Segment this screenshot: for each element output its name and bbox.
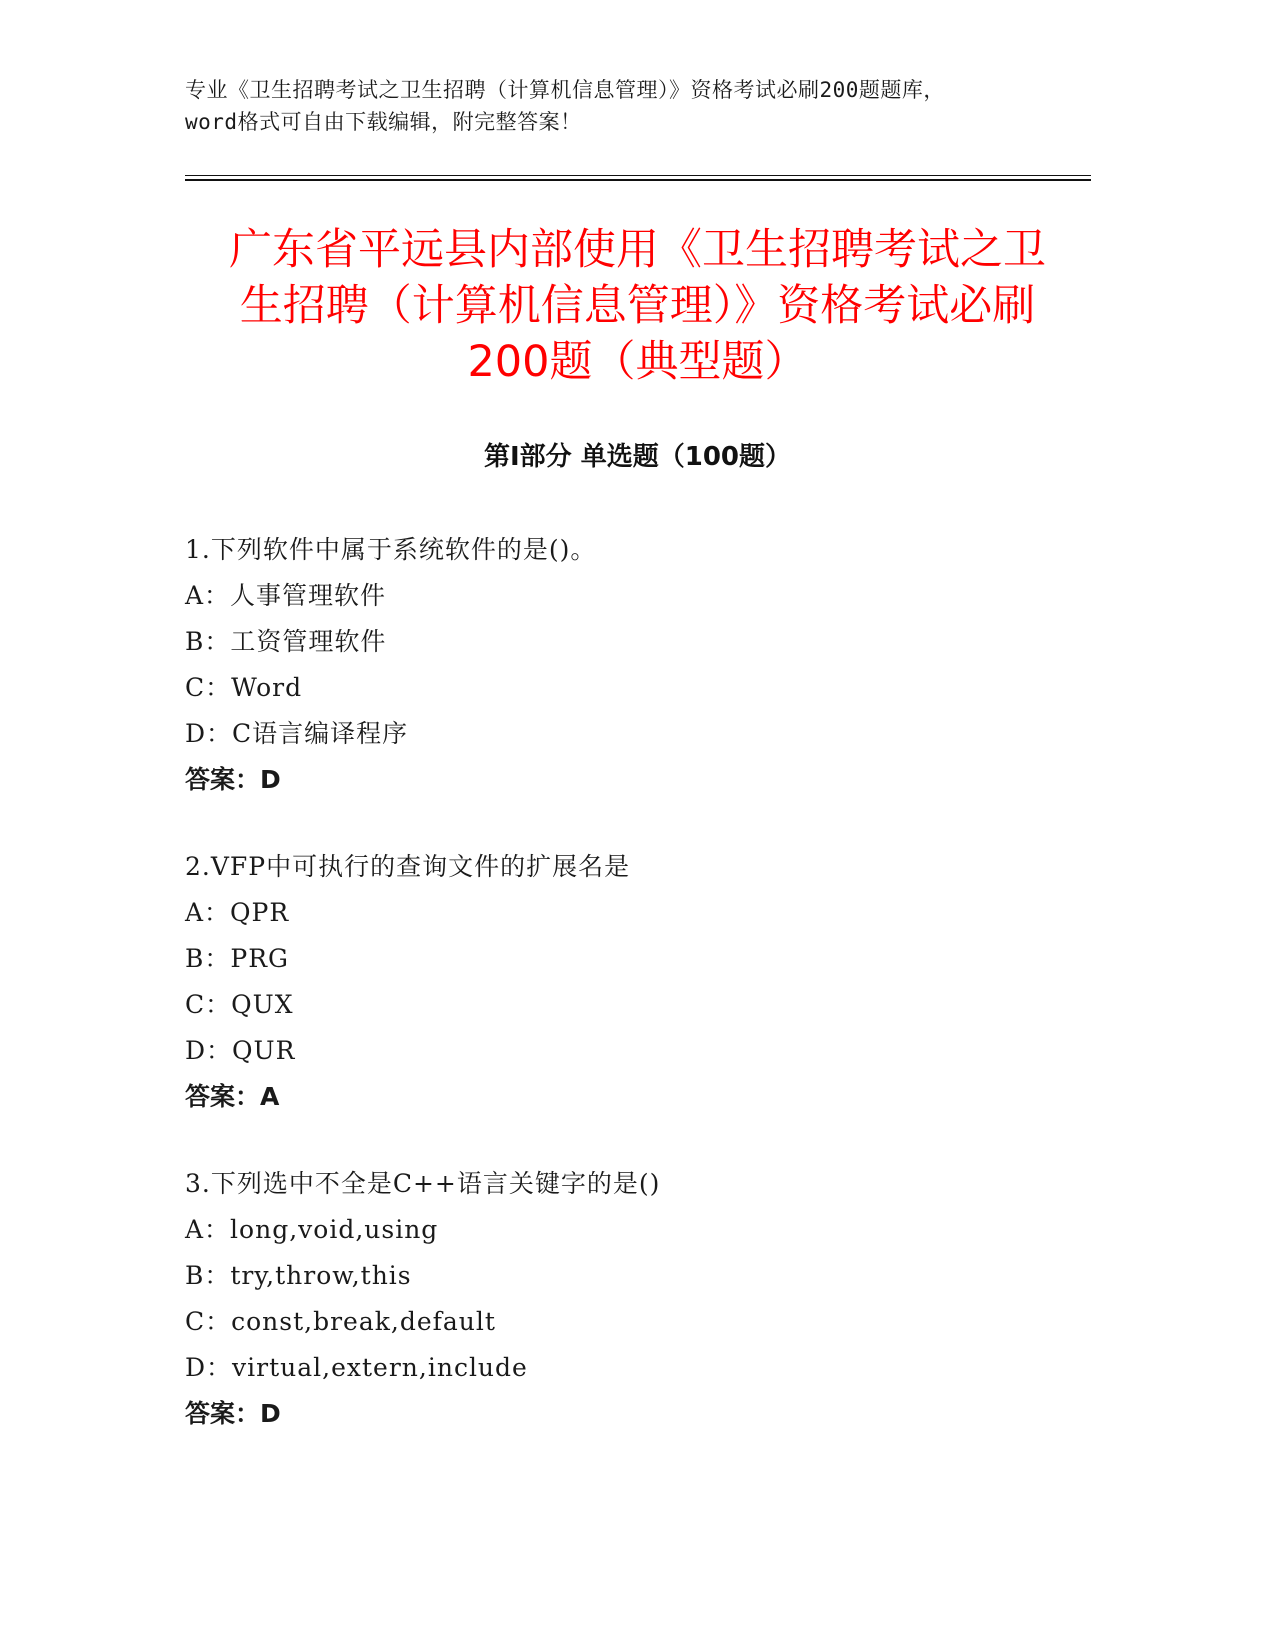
option-c: C：Word (185, 673, 303, 702)
document-title-line-3: 200题（典型题） (467, 337, 808, 387)
document-title-line-2: 生招聘（计算机信息管理）》资格考试必刷 (239, 281, 1036, 331)
option-d: D：C语言编译程序 (185, 719, 409, 748)
option-a: A：QPR (185, 898, 290, 927)
option-b: B：工资管理软件 (185, 627, 387, 656)
question-stem: 1.下列软件中属于系统软件的是()。 (185, 535, 597, 564)
question-stem: 2.VFP中可执行的查询文件的扩展名是 (185, 852, 631, 881)
answer-line: 答案：D (185, 1399, 281, 1428)
answer-line: 答案：A (185, 1082, 280, 1111)
header-note-line-2: word格式可自由下载编辑，附完整答案！ (185, 110, 582, 134)
option-a: A：人事管理软件 (185, 581, 387, 610)
option-b: B：PRG (185, 944, 289, 973)
option-c: C：const,break,default (185, 1307, 496, 1336)
question-item (185, 527, 1095, 803)
document-title (150, 222, 1125, 390)
option-a: A：long,void,using (185, 1215, 439, 1244)
section-title: 第Ⅰ部分 单选题（100题） (484, 442, 791, 472)
question-item (185, 844, 1095, 1120)
question-item (185, 1161, 1095, 1437)
header-divider-thin (185, 175, 1091, 176)
option-c: C：QUX (185, 990, 294, 1019)
question-stem: 3.下列选中不全是C++语言关键字的是() (185, 1169, 661, 1198)
header-note-line-1: 专业《卫生招聘考试之卫生招聘（计算机信息管理）》资格考试必刷200题题库， (185, 78, 945, 102)
answer-line: 答案：D (185, 765, 281, 794)
option-b: B：try,throw,this (185, 1261, 412, 1290)
option-d: D：virtual,extern,include (185, 1353, 528, 1382)
header-note (185, 74, 1095, 138)
option-d: D：QUR (185, 1036, 296, 1065)
header-divider-thick (185, 179, 1091, 181)
question-list (185, 527, 1095, 1478)
document-title-line-1: 广东省平远县内部使用《卫生招聘考试之卫 (229, 225, 1046, 275)
